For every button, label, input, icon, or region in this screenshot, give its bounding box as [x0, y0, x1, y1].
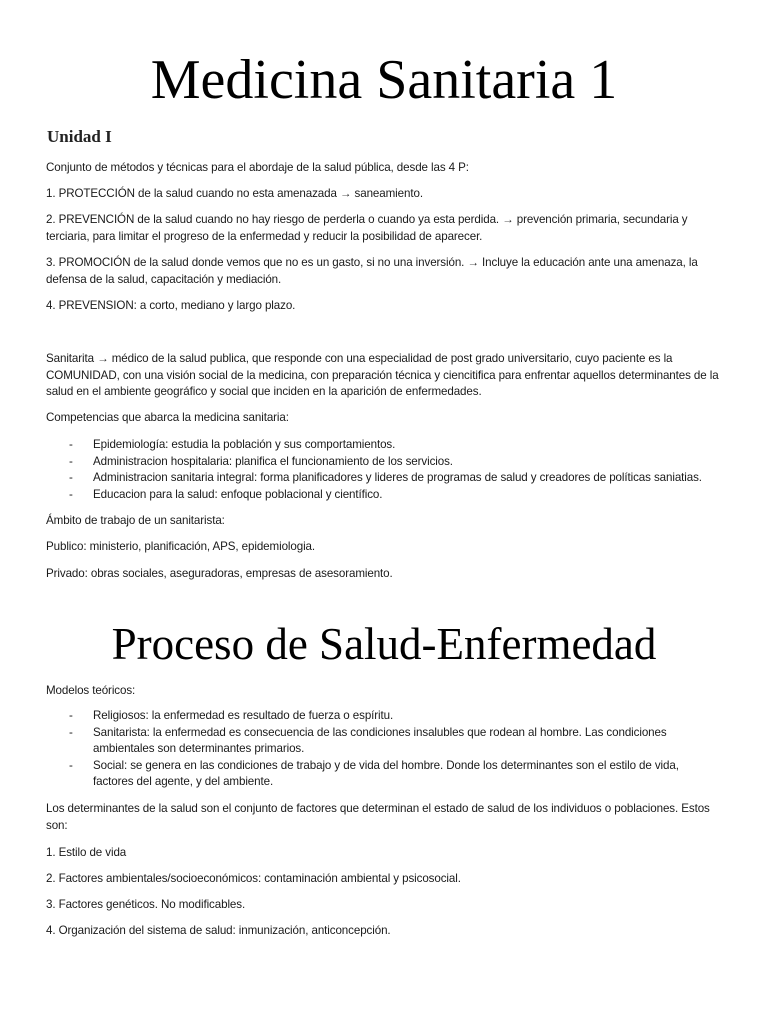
modelos-list [46, 708, 722, 791]
proteccion-paragraph: 1. PROTECCIÓN de la salud cuando no esta amenazada → saneamiento. [46, 187, 423, 200]
prevencion-paragraph: 2. PREVENCIÓN de la salud cuando no hay riesgo de perderla o cuando ya esta perdida. → prevención primaria, secundaria y terciaria, para limitar el progreso de la enfermedad y reducir la posibilidad de aparecer. [46, 213, 688, 243]
modelos-label: Modelos teóricos: [46, 684, 136, 697]
determinante-2: 2. Factores ambientales/socioeconómicos: contaminación ambiental y psicosocial. [46, 872, 461, 885]
list-dash: - [69, 454, 73, 468]
list-item-text: Administracion hospitalaria: planifica el funcionamiento de los servicios. [93, 454, 453, 468]
competencias-list [46, 437, 722, 503]
document-title: Medicina Sanitaria 1 [150, 49, 618, 111]
list-item-text: Administracion sanitaria integral: forma planificadores y lideres de programas de salud y creadores de políticas saniatias. [93, 471, 702, 484]
competencias-label: Competencias que abarca la medicina sanitaria: [46, 411, 289, 424]
list-dash: - [69, 471, 73, 484]
determinante-4: 4. Organización del sistema de salud: inmunización, anticoncepción. [46, 924, 391, 937]
list-dash: - [69, 725, 73, 739]
list-item-text: Educacion para la salud: enfoque poblacional y científico. [93, 487, 383, 501]
intro-paragraph: Conjunto de métodos y técnicas para el abordaje de la salud pública, desde las 4 P: [46, 161, 469, 174]
list-dash: - [69, 487, 73, 501]
privado-paragraph: Privado: obras sociales, aseguradoras, empresas de asesoramiento. [46, 567, 393, 580]
publico-paragraph: Publico: ministerio, planificación, APS, epidemiologia. [46, 540, 316, 553]
list-dash: - [69, 758, 73, 772]
list-item-text: Sanitarista: la enfermedad es consecuencia de las condiciones insalubles que rodean al hombre. Las condiciones ambientales son determinantes primarios. [93, 725, 667, 755]
list-dash: - [69, 438, 73, 451]
list-item [46, 708, 722, 725]
section-title: Proceso de Salud-Enfermedad [111, 619, 657, 669]
list-item-text: Religiosos: la enfermedad es resultado de fuerza o espíritu. [93, 709, 394, 722]
ambito-label: Ámbito de trabajo de un sanitarista: [46, 514, 225, 527]
prevension-paragraph: 4. PREVENSION: a corto, mediano y largo plazo. [46, 299, 296, 312]
list-item [46, 454, 722, 471]
determinante-1: 1. Estilo de vida [46, 846, 127, 859]
list-dash: - [69, 709, 73, 722]
promocion-paragraph: 3. PROMOCIÓN de la salud donde vemos que no es un gasto, si no una inversión. → Incluye la educación ante una amenaza, la defensa de la salud, capacitación y mediación. [46, 256, 698, 286]
list-item-text: Epidemiología: estudia la población y sus comportamientos. [93, 438, 396, 451]
sanitarista-paragraph: Sanitarita → médico de la salud publica, que responde con una especialidad de post grado universitario, cuyo paciente es la COMUNIDAD, con una visión social de la medicina, con preparación técnica y ciencitifica para enfrentar aquellos determinantes de la salud en el ambiente geográfico y social que inciden en la aparición de enfermedades. [46, 352, 719, 398]
list-item [46, 725, 722, 758]
list-item [46, 487, 722, 504]
list-item-text: Social: se genera en las condiciones de trabajo y de vida del hombre. Donde los determinantes son el estilo de vida, factores del agente, y del ambiente. [93, 758, 679, 788]
list-item [46, 470, 722, 487]
unit-heading: Unidad I [47, 127, 112, 146]
determinantes-paragraph: Los determinantes de la salud son el conjunto de factores que determinan el estado de salud de los individuos o poblaciones. Estos son: [46, 802, 710, 832]
determinante-3: 3. Factores genéticos. No modificables. [46, 898, 246, 911]
list-item [46, 437, 722, 454]
list-item [46, 758, 722, 791]
